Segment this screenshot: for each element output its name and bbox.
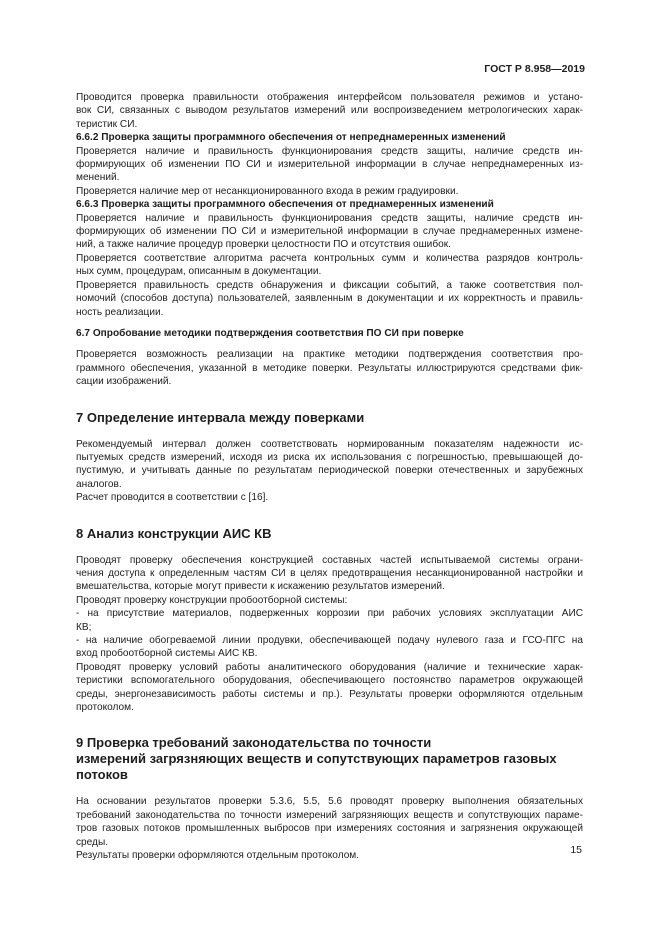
subsection-heading: 6.6.2 Проверка защиты программного обеспечения от непреднамеренных изменений bbox=[76, 132, 506, 144]
paragraph bbox=[76, 594, 583, 607]
spacer bbox=[76, 319, 583, 327]
paragraph bbox=[76, 491, 583, 504]
text-line: Проверяется правильность средств обнаружения и фиксации событий, а также соответствия пол- bbox=[76, 279, 583, 291]
text-line: Проводят проверку конструкции пробоотборной системы: bbox=[76, 594, 348, 606]
heading-line: 8 Анализ конструкции АИС КВ bbox=[76, 525, 272, 541]
text-line: требований законодательства по точности измерений загрязняющих веществ и сопутствующих параме- bbox=[76, 809, 583, 821]
text-line: ность реализации. bbox=[76, 306, 164, 318]
paragraph bbox=[76, 145, 583, 185]
document-body bbox=[76, 91, 583, 862]
spacer bbox=[76, 340, 583, 348]
text-line: аналогов. bbox=[76, 478, 122, 490]
text-line: Проводят проверку обеспечения конструкцией составных частей испытываемой системы ограни- bbox=[76, 554, 583, 566]
text-line: ных сумм, процедурам, описанным в документации. bbox=[76, 266, 322, 278]
section-heading bbox=[76, 735, 583, 783]
paragraph bbox=[76, 607, 583, 634]
heading-line: измерений загрязняющих веществ и сопутствующих параметров газовых bbox=[76, 751, 557, 767]
text-line: номочий (способов доступа) пользователей, заявленным в документации и их корректность и правиль- bbox=[76, 293, 583, 305]
spacer bbox=[76, 714, 583, 735]
text-line: чения доступа к определенным частям СИ в целях предотвращения несанкционированной настройки и bbox=[76, 567, 583, 579]
spacer bbox=[76, 389, 583, 410]
text-line: Расчет проводится в соответствии с [16]. bbox=[76, 492, 269, 504]
text-line: КВ; bbox=[76, 621, 92, 633]
text-line: пустимую, и учитывать данные по результатам периодической поверки отечественных и зарубежных bbox=[76, 465, 583, 477]
paragraph bbox=[76, 849, 583, 862]
page-number: 15 bbox=[570, 844, 582, 856]
text-line: среды. bbox=[76, 836, 109, 848]
paragraph bbox=[76, 279, 583, 319]
paragraph bbox=[76, 661, 583, 715]
text-line: вмешательства, которые могут привести к искажению результатов измерений. bbox=[76, 581, 445, 593]
text-line: Проводят проверку условий работы аналитического оборудования (наличие и технические харак- bbox=[76, 661, 583, 673]
paragraph bbox=[76, 252, 583, 279]
text-line: Проверяется наличие мер от несанкционированного входа в режим градуировки. bbox=[76, 185, 459, 197]
subsection-heading: 6.6.3 Проверка защиты программного обеспечения от преднамеренных изменений bbox=[76, 199, 494, 211]
text-line: сации изображений. bbox=[76, 376, 172, 388]
spacer bbox=[76, 426, 583, 438]
paragraph bbox=[76, 212, 583, 252]
text-line: - на присутствие материалов, подверженных коррозии при рабочих условиях эксплуатации АИС bbox=[76, 608, 583, 620]
text-line: вок СИ, связанных с выводом результатов измерений или воспроизведением метрологических харак- bbox=[76, 105, 583, 117]
text-line: Проверяется возможность реализации на практике методики подтверждения соответствия про- bbox=[76, 349, 583, 361]
text-line: теристики вспомогательного оборудования, обеспечивающего постоянство параметров окружающей bbox=[76, 675, 583, 687]
section-heading bbox=[76, 410, 583, 426]
text-line: менений. bbox=[76, 172, 120, 184]
text-line: вход пробоотборной системы АИС КВ. bbox=[76, 648, 258, 660]
spacer bbox=[76, 542, 583, 554]
heading-line: 7 Определение интервала между поверками bbox=[76, 409, 365, 425]
text-line: граммного обеспечения, указанной в методике поверки. Результаты иллюстрируются средствами фик- bbox=[76, 362, 583, 374]
text-line: ний, а также наличие процедур проверки целостности ПО и отсутствия ошибок. bbox=[76, 239, 451, 251]
paragraph bbox=[76, 91, 583, 131]
spacer bbox=[76, 783, 583, 795]
text-line: протоколом. bbox=[76, 702, 134, 714]
text-line: Проводится проверка правильности отображения интерфейсом пользователя режимов и устано- bbox=[76, 92, 583, 103]
text-line: Рекомендуемый интервал должен соответствовать нормированным показателям надежности ис- bbox=[76, 438, 583, 450]
paragraph bbox=[76, 348, 583, 388]
text-line: Проверяется наличие и правильность функционирования средств защиты, наличие средств ин- bbox=[76, 212, 583, 224]
text-line: Результаты проверки оформляются отдельным протоколом. bbox=[76, 850, 360, 862]
paragraph bbox=[76, 554, 583, 594]
document-header: ГОСТ Р 8.958—2019 bbox=[484, 63, 585, 75]
text-line: среды, энергонезависимость работы системы и пр.). Результаты проверки оформляются отдельным bbox=[76, 688, 583, 700]
text-line: формирующих об изменении ПО СИ и измерительной информации в случае непреднамеренных из- bbox=[76, 159, 583, 171]
text-line: Проверяется наличие и правильность функционирования средств защиты, наличие средств ин- bbox=[76, 145, 583, 157]
heading-line: потоков bbox=[76, 767, 128, 783]
text-line: - на наличие обогреваемой линии продувки, обеспечивающей подачу нулевого газа и ГСО-ПГС на bbox=[76, 635, 583, 646]
paragraph bbox=[76, 795, 583, 849]
text-line: пытуемых средств измерений, исходя из риска их использования с погрешностью, превышающей до- bbox=[76, 451, 583, 463]
text-line: На основании результатов проверки 5.3.6, 5.5, 5.6 проводят проверку выполнения обязательных bbox=[76, 796, 583, 808]
text-line: формирующих об изменении ПО СИ и измерительной информации в случае преднамеренных измене- bbox=[76, 226, 583, 238]
heading-line: 9 Проверка требований законодательства по точности bbox=[76, 735, 432, 751]
spacer bbox=[76, 505, 583, 526]
paragraph bbox=[76, 634, 583, 661]
text-line: Проверяется соответствие алгоритма расчета контрольных сумм и количества разрядов контроль- bbox=[76, 252, 583, 264]
paragraph bbox=[76, 185, 583, 198]
paragraph bbox=[76, 438, 583, 492]
subsection-heading: 6.7 Опробование методики подтверждения соответствия ПО СИ при поверке bbox=[76, 327, 464, 339]
text-line: теристик СИ. bbox=[76, 118, 138, 130]
section-heading bbox=[76, 526, 583, 542]
text-line: тров газовых потоков промышленных выбросов при измерениях состояния и загрязнения окружающей bbox=[76, 823, 583, 835]
